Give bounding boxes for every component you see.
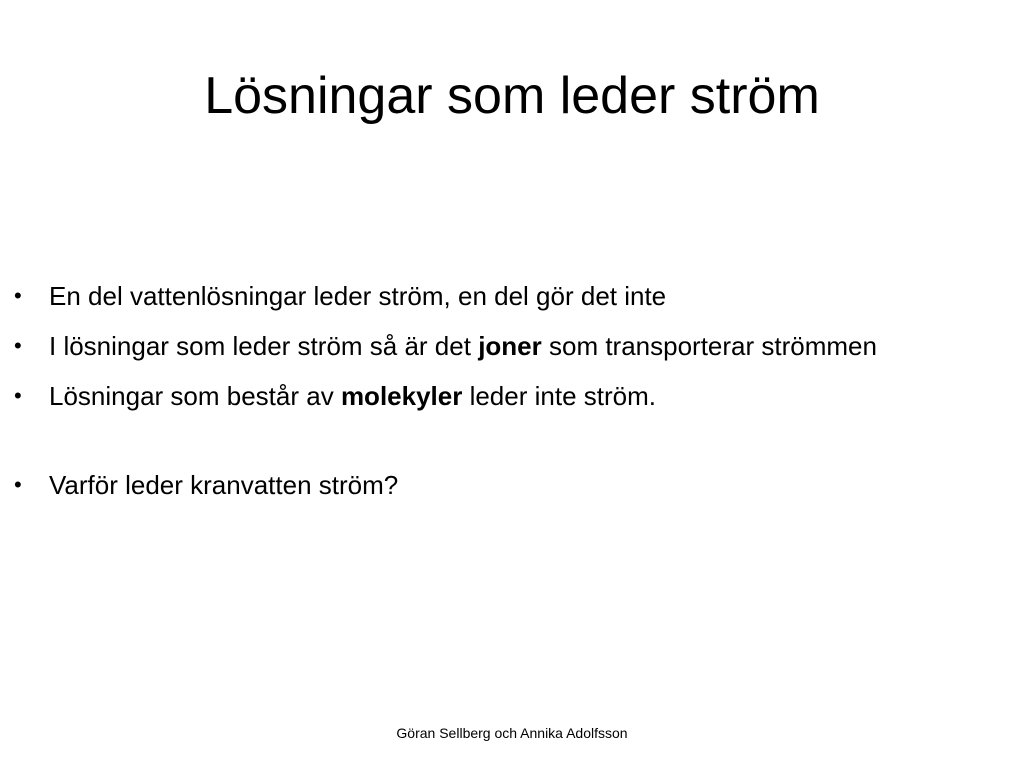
bullet-text: En del vattenlösningar leder ström, en del gör det inte bbox=[49, 281, 667, 311]
bullet-marker: • bbox=[14, 383, 22, 408]
bullet-marker: • bbox=[14, 283, 22, 308]
slide-footer: Göran Sellberg och Annika Adolfsson bbox=[396, 725, 628, 741]
bullet-emphasis: molekyler bbox=[340, 381, 463, 411]
bullet-marker: • bbox=[14, 472, 22, 497]
bullet-text: Varför leder kranvatten ström? bbox=[49, 470, 399, 500]
bullet-item bbox=[14, 276, 974, 316]
bullet-text-end: leder inte ström. bbox=[462, 381, 656, 411]
bullet-item bbox=[14, 465, 974, 505]
bullet-text-start: I lösningar som leder ström så är det bbox=[49, 331, 479, 361]
slide-title: Lösningar som leder ström bbox=[204, 67, 820, 125]
bullet-list bbox=[14, 276, 974, 515]
bullet-item bbox=[14, 326, 974, 366]
bullet-emphasis: joner bbox=[478, 331, 542, 361]
bullet-text-end: som transporterar strömmen bbox=[541, 331, 877, 361]
bullet-marker: • bbox=[14, 333, 22, 358]
bullet-item bbox=[14, 376, 974, 416]
bullet-text-start: Lösningar som består av bbox=[49, 381, 341, 411]
